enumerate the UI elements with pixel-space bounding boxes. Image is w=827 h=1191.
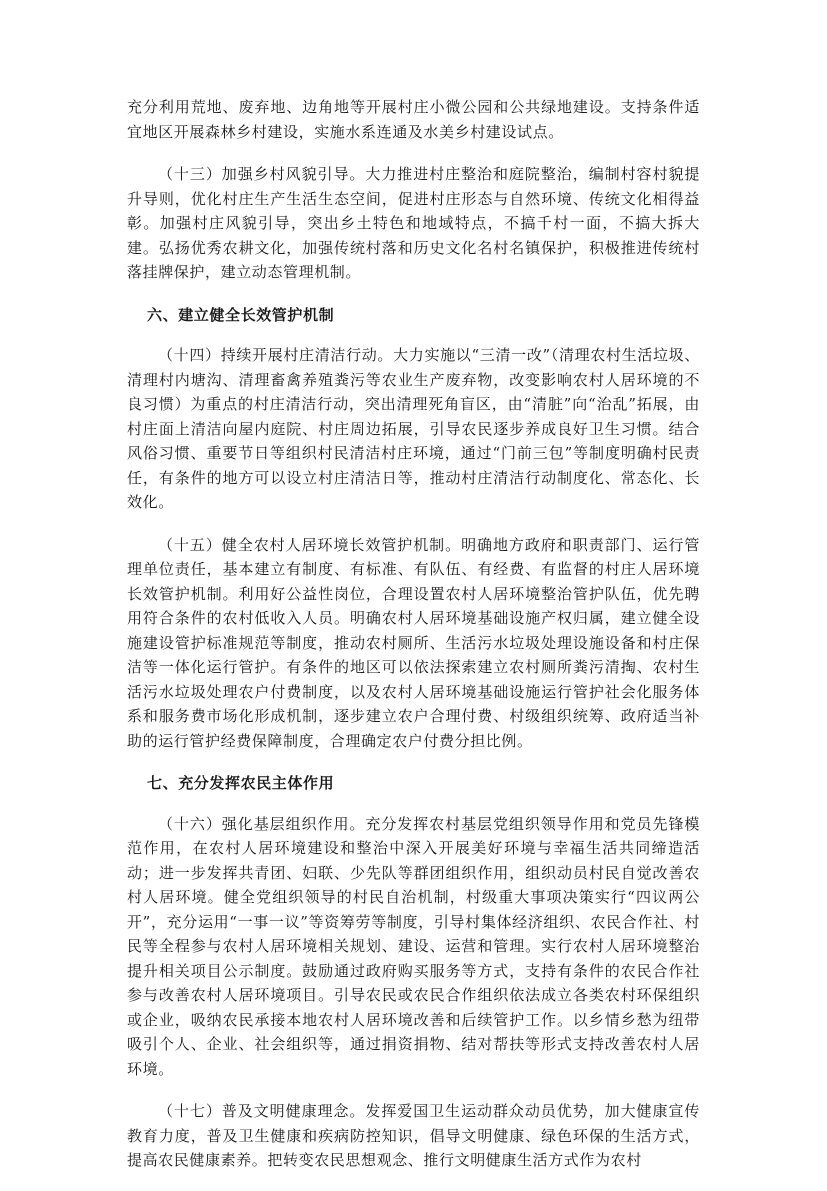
paragraph-item-16: （十六）强化基层组织作用。充分发挥农村基层党组织领导作用和党员先锋模范作用，在农村人居环境建设和整治中深入开展美好环境与幸福生活共同缔造活动；进一步发挥共青团、妇联、少先队等群团组织作用，组织动员村民自觉改善农村人居环境。健全党组织领导的村民自治机制，村级重大事项决策实行“四议两公开”，充分运用“一事一议”等资筹劳等制度，引导村集体经济组织、农民合作社、村民等全程参与农村人居环境相关规划、建设、运营和管理。实行农村人居环境整治提升相关项目公示制度。鼓励通过政府购买服务等方式，支持有条件的农民合作社参与改善农村人居环境项目。引导农民或农民合作组织依法成立各类农村环保组织或企业，吸纳农民承接本地农村人居环境改善和后续管护工作。以乡情乡愁为纽带吸引个人、企业、社会组织等，通过捐资捐物、结对帮扶等形式支持改善农村人居环境。: [127, 814, 700, 1078]
paragraph-item-14: （十四）持续开展村庄清洁行动。大力实施以“三清一改”（清理农村生活垃圾、清理村内塘沟、清理畜禽养殖粪污等农业生产废弃物，改变影响农村人居环境的不良习惯）为重点的村庄清洁行动，突出清理死角盲区，由“清脏”向“治乱”拓展，由村庄面上清洁向屋内庭院、村庄周边拓展，引导农民逐步养成良好卫生习惯。结合风俗习惯、重要节日等组织村民清洁村庄环境，通过“门前三包”等制度明确村民责任，有条件的地方可以设立村庄清洁日等，推动村庄清洁行动制度化、常态化、长效化。: [127, 346, 700, 511]
paragraph-item-13: （十三）加强乡村风貌引导。大力推进村庄整治和庭院整治，编制村容村貌提升导则，优化村庄生产生活生态空间，促进村庄形态与自然环境、传统文化相得益彰。加强村庄风貌引导，突出乡土特色和地域特点，不搞千村一面，不搞大拆大建。弘扬优秀农耕文化，加强传统村落和历史文化名村名镇保护，积极推进传统村落挂牌保护，建立动态管理机制。: [127, 165, 700, 281]
document-page: [127, 95, 700, 1191]
paragraph-item-15: （十五）健全农村人居环境长效管护机制。明确地方政府和职责部门、运行管理单位责任，基本建立有制度、有标准、有队伍、有经费、有监督的村庄人居环境长效管护机制。利用好公益性岗位，合理设置农村人居环境整治管护队伍，优先聘用符合条件的农村低收入人员。明确农村人居环境基础设施产权归属，建立健全设施建设管护标准规范等制度，推动农村厕所、生活污水垃圾处理设施设备和村庄保洁等一体化运行管护。有条件的地区可以依法探索建立农村厕所粪污清掏、农村生活污水垃圾处理农户付费制度，以及农村人居环境基础设施运行管护社会化服务体系和服务费市场化形成机制，逐步建立农户合理付费、村级组织统筹、政府适当补助的运行管护经费保障制度，合理确定农户付费分担比例。: [127, 535, 700, 750]
paragraph-continuation: 充分利用荒地、废弃地、边角地等开展村庄小微公园和公共绿地建设。支持条件适宜地区开展森林乡村建设，实施水系连通及水美乡村建设试点。: [127, 98, 700, 141]
paragraph-item-17: （十七）普及文明健康理念。发挥爱国卫生运动群众动员优势，加大健康宣传教育力度，普及卫生健康和疾病防控知识，倡导文明健康、绿色环保的生活方式，提高农民健康素养。把转变农民思想观念、推行文明健康生活方式作为农村: [127, 1102, 700, 1169]
section-heading-7: 七、充分发挥农民主体作用: [147, 774, 335, 792]
section-heading-6: 六、建立健全长效管护机制: [147, 305, 335, 324]
